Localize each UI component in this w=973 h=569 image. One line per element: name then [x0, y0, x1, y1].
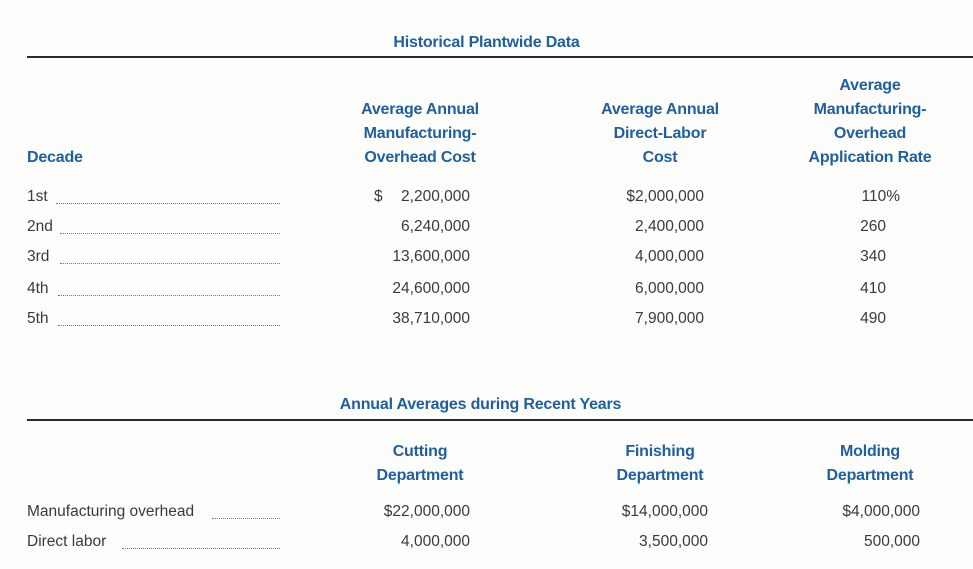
dot-leader: [60, 263, 280, 264]
dot-leader: [56, 203, 280, 204]
header-rate-line-2: Manufacturing-: [813, 101, 927, 118]
historical-row-2nd: [0, 212, 973, 242]
application-rate-value: 260: [860, 218, 886, 235]
decade-label: 1st: [27, 188, 48, 205]
row-label: Manufacturing overhead: [27, 503, 195, 520]
historical-row-3rd: [0, 242, 973, 272]
decade-label: 2nd: [27, 218, 53, 235]
application-rate-value: 340: [860, 248, 886, 265]
labor-cost-value: $2,000,000: [626, 188, 704, 205]
cutting-value: $22,000,000: [383, 503, 470, 520]
header-cutting-department: [320, 440, 520, 488]
historical-table-rule: [27, 56, 973, 58]
overhead-cost-value: 2,200,000: [401, 188, 470, 205]
header-rate-line-3: Overhead: [833, 125, 907, 142]
header-molding-line-1: Molding: [840, 443, 900, 460]
labor-cost-value: 7,900,000: [635, 310, 704, 327]
recent-table-rule: [27, 419, 973, 421]
molding-value: $4,000,000: [842, 503, 920, 520]
header-rate-line-1: Average: [839, 77, 901, 94]
historical-row-1st: [0, 182, 973, 212]
header-finishing-department: [560, 440, 760, 488]
dot-leader: [212, 518, 280, 519]
header-overhead-line-2: Manufacturing-: [363, 125, 477, 142]
row-label: Direct labor: [27, 533, 107, 550]
header-overhead-line-1: Average Annual: [361, 101, 479, 118]
finishing-value: 3,500,000: [639, 533, 708, 550]
historical-table-title: Historical Plantwide Data: [393, 34, 580, 51]
decade-label: 5th: [27, 310, 49, 327]
header-direct-labor-cost: [560, 98, 760, 170]
cutting-value: 4,000,000: [401, 533, 470, 550]
overhead-cost-value: 24,600,000: [392, 280, 470, 297]
historical-row-4th: [0, 274, 973, 304]
header-rate-line-4: Application Rate: [808, 149, 932, 166]
molding-value: 500,000: [863, 533, 920, 550]
application-rate-value: 410: [860, 280, 886, 297]
overhead-cost-value: 38,710,000: [392, 310, 470, 327]
labor-cost-value: 6,000,000: [635, 280, 704, 297]
header-overhead-cost: [320, 98, 520, 170]
recent-row-direct-labor: [0, 527, 973, 557]
header-finishing-line-2: Department: [616, 467, 704, 484]
header-labor-line-3: Cost: [642, 149, 678, 166]
dot-leader: [60, 233, 280, 234]
application-rate-value: 110%: [861, 188, 900, 205]
decade-label: 3rd: [27, 248, 50, 265]
overhead-cost-value: 13,600,000: [392, 248, 470, 265]
finishing-value: $14,000,000: [621, 503, 708, 520]
header-molding-department: [770, 440, 970, 488]
recent-row-manufacturing-overhead: [0, 497, 973, 527]
header-cutting-line-2: Department: [376, 467, 464, 484]
header-decade: Decade: [27, 149, 83, 166]
header-application-rate: [770, 74, 970, 170]
overhead-dollar-sign: $: [374, 188, 383, 205]
dot-leader: [58, 325, 280, 326]
header-finishing-line-1: Finishing: [625, 443, 695, 460]
dot-leader: [122, 548, 280, 549]
application-rate-value: 490: [860, 310, 886, 327]
header-molding-line-2: Department: [826, 467, 914, 484]
labor-cost-value: 4,000,000: [635, 248, 704, 265]
header-labor-line-1: Average Annual: [601, 101, 719, 118]
recent-table-title: Annual Averages during Recent Years: [339, 396, 622, 413]
dot-leader: [58, 295, 280, 296]
header-overhead-line-3: Overhead Cost: [364, 149, 476, 166]
historical-row-5th: [0, 304, 973, 334]
labor-cost-value: 2,400,000: [635, 218, 704, 235]
header-cutting-line-1: Cutting: [392, 443, 448, 460]
overhead-cost-value: 6,240,000: [401, 218, 470, 235]
header-labor-line-2: Direct-Labor: [613, 125, 707, 142]
decade-label: 4th: [27, 280, 49, 297]
